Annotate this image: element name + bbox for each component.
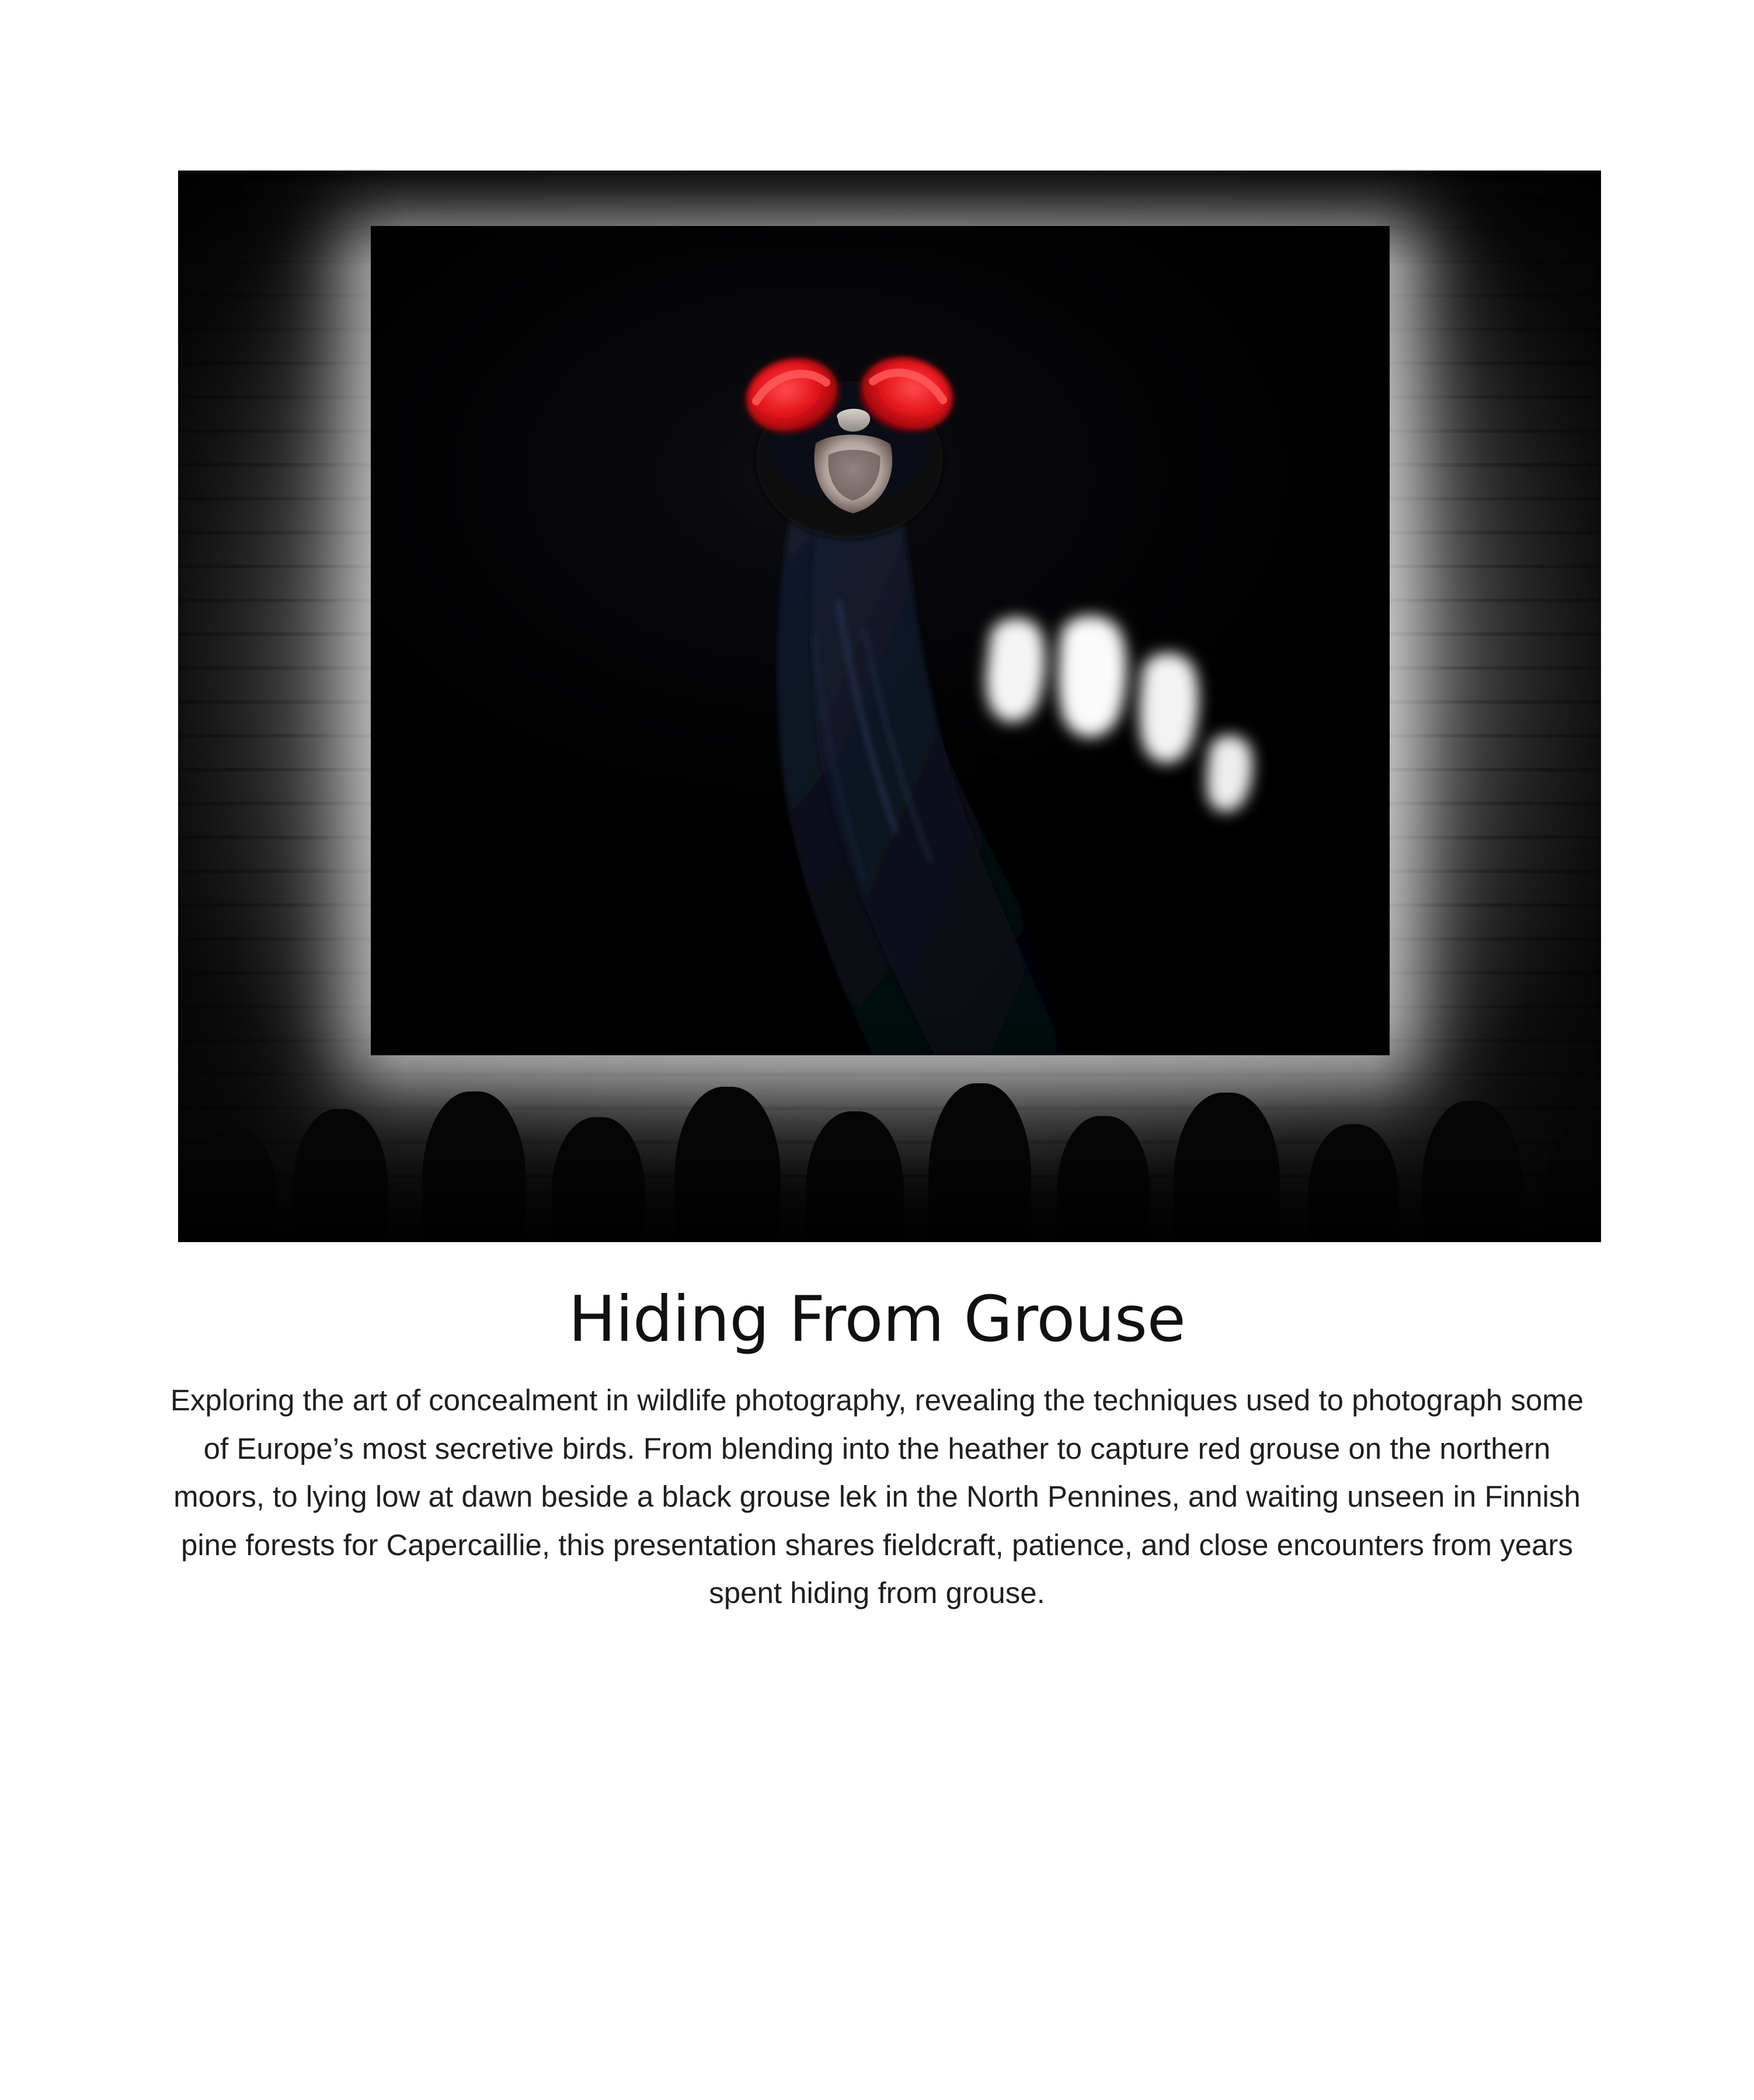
article-content	[0, 1285, 1754, 1618]
hero-image	[178, 171, 1601, 1242]
audience-shadow	[178, 1155, 1601, 1242]
audience-silhouettes	[178, 1049, 1601, 1242]
article-description: Exploring the art of concealment in wildlife photography, revealing the techniques used to photograph some of Europe’s most secretive birds. From blending into the heather to capture red grouse on the northern moors, to lying low at dawn beside a black grouse lek in the North Pennines, and waiting unseen in Finnish pine forests for Capercaillie, this presentation shares fieldcraft, patience, and close encounters from years spent hiding from grouse.	[170, 1383, 1584, 1610]
page-title: Hiding From Grouse	[568, 1283, 1186, 1356]
